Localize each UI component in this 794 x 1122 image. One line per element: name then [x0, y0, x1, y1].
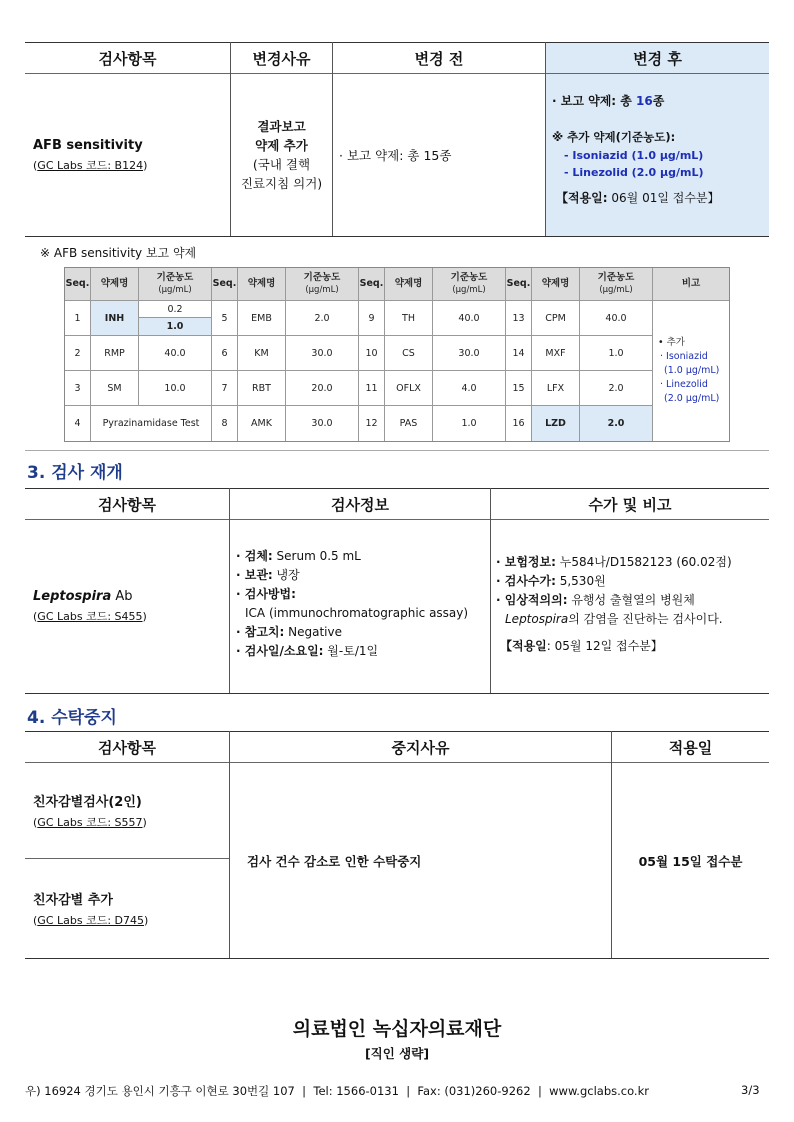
info-line: · 검사일/소요일: 월-토/1일: [236, 644, 379, 658]
section4-title: 4. 수탁중지: [27, 708, 117, 728]
header-before: 변경 전: [414, 49, 464, 68]
drug-cell: EMB: [238, 301, 286, 336]
s4-item-code: (GC Labs 코드: S557): [33, 816, 147, 829]
section3-title: 3. 검사 재개: [27, 463, 123, 483]
info-line: · 검체: Serum 0.5 mL: [236, 549, 361, 563]
notes-line: Leptospira의 감염을 진단하는 검사이다.: [505, 612, 723, 626]
drug-cell: LFX: [532, 371, 580, 406]
page-number: 3/3: [741, 1083, 760, 1097]
seq-cell: 5: [212, 301, 238, 336]
drug-cell: AMK: [238, 406, 286, 441]
col-header-note: 비고: [653, 268, 729, 301]
note-cell: [653, 301, 729, 441]
conc-cell: 30.0: [286, 336, 359, 371]
s4-item-code: (GC Labs 코드: D745): [33, 914, 149, 927]
col-header-conc: 기준농도 (μg/mL): [433, 268, 506, 301]
s4-item-name: 친자감별검사(2인): [33, 795, 142, 810]
drug-cell: RMP: [91, 336, 139, 371]
before-text: · 보고 약제: 총 15종: [339, 148, 452, 163]
drug-cell: MXF: [532, 336, 580, 371]
col-header-seq: Seq.: [359, 268, 385, 301]
s4-header-apply: 적용일: [668, 738, 713, 757]
col-header-drug: 약제명: [238, 268, 286, 301]
added-drug-item: - Isoniazid (1.0 μg/mL): [564, 149, 704, 162]
note-line: • 추가: [658, 337, 685, 348]
conc-cell: 40.0: [139, 336, 212, 371]
reason-line: (국내 결핵: [252, 157, 311, 172]
header-test-item: 검사항목: [98, 49, 157, 68]
conc-cell: 20.0: [286, 371, 359, 406]
drug-cell: PAS: [385, 406, 433, 441]
seq-cell: 2: [65, 336, 91, 371]
s4-header-reason: 중지사유: [391, 738, 450, 757]
col-header-conc: 기준농도 (μg/mL): [286, 268, 359, 301]
added-drugs-title: ※ 추가 약제(기준농도):: [552, 130, 676, 144]
reason-line: 결과보고: [257, 119, 306, 134]
drug-cell-inh: INH: [91, 301, 139, 336]
note-line: · Linezolid: [660, 379, 708, 390]
seq-cell: 7: [212, 371, 238, 406]
afb-table-caption: ※ AFB sensitivity 보고 약제: [40, 246, 197, 260]
info-line: ICA (immunochromatographic assay): [245, 606, 469, 620]
col-header-drug: 약제명: [532, 268, 580, 301]
footer-address: 우) 16924 경기도 용인시 기흥구 이현로 30번길 107 | Tel: 1566-0131 | Fax: (031)260-9262 | www.gclabs.co.kr: [25, 1084, 649, 1098]
seq-cell: 14: [506, 336, 532, 371]
seq-cell: 15: [506, 371, 532, 406]
notes-line: · 보험정보: 누584나/D1582123 (60.02점): [496, 555, 732, 569]
conc-cell: 30.0: [286, 406, 359, 441]
note-line: · Isoniazid: [660, 351, 708, 362]
conc-cell-old: 0.2: [139, 301, 212, 318]
test-item-cell: [33, 74, 229, 236]
s3-apply-date: 【적용일: 05월 12일 접수분】: [500, 639, 663, 653]
drug-cell-merged: Pyrazinamidase Test: [91, 406, 212, 441]
s3-header-item: 검사항목: [98, 495, 156, 514]
col-header-seq: Seq.: [506, 268, 532, 301]
seq-cell: 16: [506, 406, 532, 441]
seq-cell: 4: [65, 406, 91, 441]
s3-header-info: 검사정보: [331, 495, 389, 514]
seal-note: [직인 생략]: [364, 1046, 430, 1061]
s3-item-code: (GC Labs 코드: S455): [33, 610, 147, 623]
seq-cell: 12: [359, 406, 385, 441]
s3-info-cell: [236, 547, 488, 661]
col-header-conc: 기준농도 (μg/mL): [139, 268, 212, 301]
header-after: 변경 후: [633, 49, 682, 68]
conc-cell: 2.0: [286, 301, 359, 336]
col-header-seq: Seq.: [212, 268, 238, 301]
col-header-seq: Seq.: [65, 268, 91, 301]
s3-notes-cell: [496, 553, 768, 656]
s3-item-cell: [33, 520, 228, 693]
drug-cell: KM: [238, 336, 286, 371]
note-line: (1.0 μg/mL): [664, 365, 720, 376]
col-header-conc: 기준농도 (μg/mL): [580, 268, 653, 301]
afb-drug-table: [64, 267, 730, 442]
seq-cell: 8: [212, 406, 238, 441]
info-line: · 참고치: Negative: [236, 625, 342, 639]
seq-cell: 10: [359, 336, 385, 371]
conc-cell: 4.0: [433, 371, 506, 406]
seq-cell: 9: [359, 301, 385, 336]
seq-cell: 13: [506, 301, 532, 336]
seq-cell: 6: [212, 336, 238, 371]
header-change-reason: 변경사유: [252, 49, 311, 68]
drug-cell: CPM: [532, 301, 580, 336]
conc-cell-new: 1.0: [139, 318, 212, 336]
s4-item-cell: [33, 763, 228, 858]
s4-item-cell: [33, 859, 228, 958]
s4-header-item: 검사항목: [98, 738, 156, 757]
after-cell: [552, 92, 767, 206]
conc-cell: 1.0: [580, 336, 653, 371]
notes-line: · 검사수가: 5,530원: [496, 574, 606, 588]
added-drug-item: - Linezolid (2.0 μg/mL): [564, 166, 704, 179]
test-item-name: AFB sensitivity: [33, 137, 143, 153]
conc-cell: 1.0: [433, 406, 506, 441]
drug-cell-lzd: LZD: [532, 406, 580, 441]
after-total: · 보고 약제: 총 16종: [552, 94, 665, 108]
drug-cell: SM: [91, 371, 139, 406]
s4-reason: 검사 건수 감소로 인한 수탁중지: [247, 853, 422, 869]
seq-cell: 1: [65, 301, 91, 336]
conc-cell-lzd: 2.0: [580, 406, 653, 441]
col-header-drug: 약제명: [385, 268, 433, 301]
drug-cell: RBT: [238, 371, 286, 406]
reason-line: 진료지침 의거): [240, 176, 323, 191]
col-header-drug: 약제명: [91, 268, 139, 301]
org-name: 의료법인 녹십자의료재단: [292, 1017, 502, 1040]
note-line: (2.0 μg/mL): [664, 393, 720, 404]
s3-header-notes: 수가 및 비고: [588, 495, 672, 514]
s4-item-name: 친자감별 추가: [33, 893, 113, 908]
conc-cell: 30.0: [433, 336, 506, 371]
drug-cell: CS: [385, 336, 433, 371]
conc-cell: 40.0: [580, 301, 653, 336]
drug-cell: TH: [385, 301, 433, 336]
s4-apply-date: 05월 15일 접수분: [638, 853, 743, 869]
s3-item-name: Leptospira Ab: [33, 589, 133, 604]
reason-line: 약제 추가: [255, 138, 308, 153]
info-line: · 검사방법:: [236, 587, 296, 601]
change-reason-cell: [231, 74, 332, 236]
conc-cell: 10.0: [139, 371, 212, 406]
drug-cell: OFLX: [385, 371, 433, 406]
conc-cell: 2.0: [580, 371, 653, 406]
notes-line: · 임상적의의: 유행성 출혈열의 병원체: [496, 593, 695, 607]
conc-cell: 40.0: [433, 301, 506, 336]
after-apply-date: 【적용일: 06월 01일 접수분】: [556, 191, 720, 205]
test-item-code: (GC Labs 코드: B124): [33, 158, 148, 172]
seq-cell: 3: [65, 371, 91, 406]
info-line: · 보관: 냉장: [236, 568, 300, 582]
seq-cell: 11: [359, 371, 385, 406]
